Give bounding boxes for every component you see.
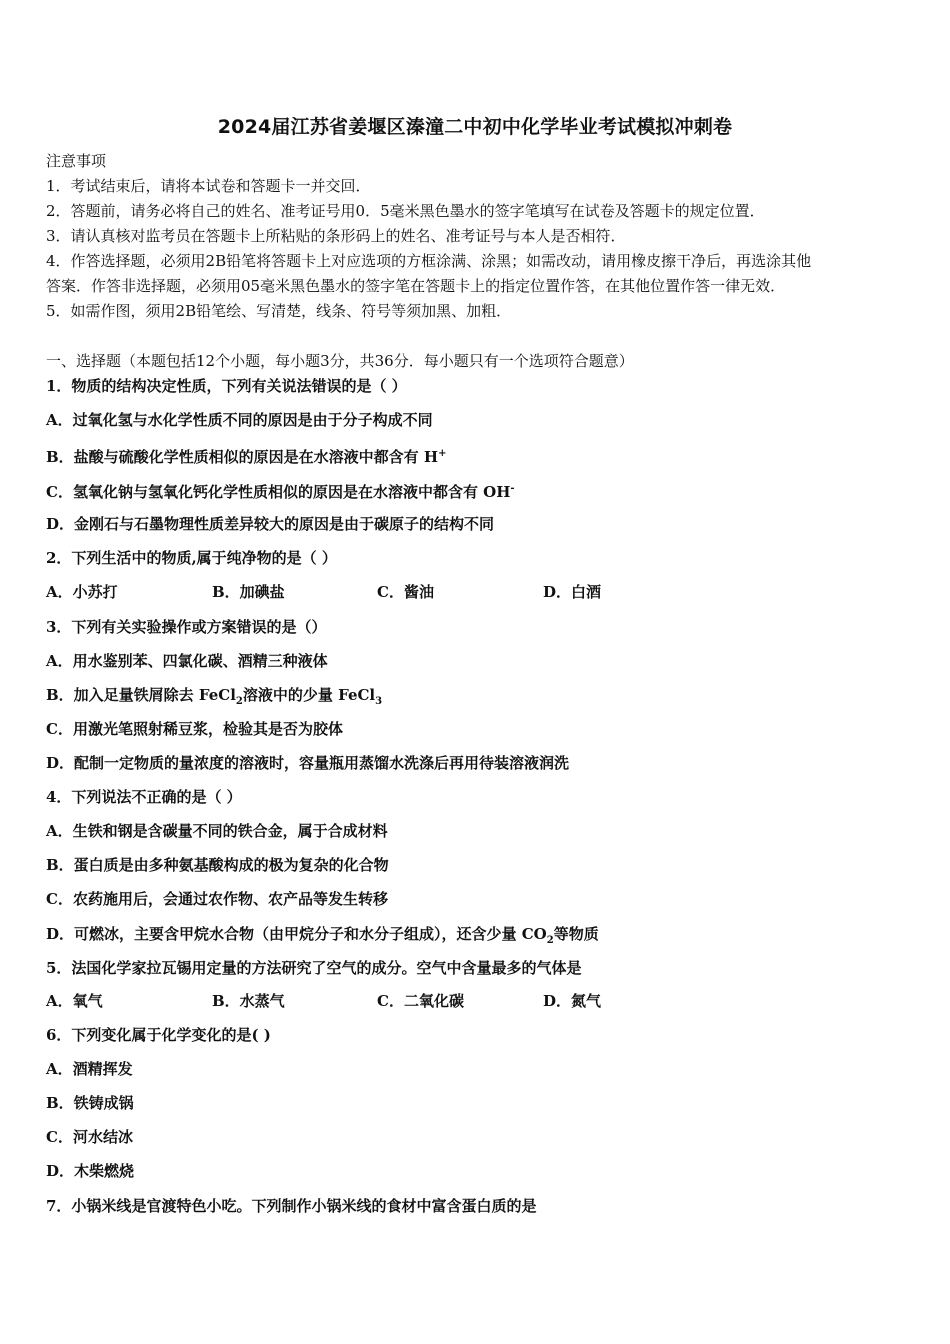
subscript: 3 [375, 696, 383, 707]
question-2-option-b: B．加碘盐 [212, 583, 285, 601]
question-1-option-c [46, 479, 515, 502]
question-6-option-c: C．河水结冰 [46, 1128, 133, 1146]
notice-item: 答案．作答非选择题，必须用05毫米黑色墨水的签字笔在答题卡上的指定位置作答，在其他位置作答一律无效． [46, 277, 786, 295]
question-3-option-d: D．配制一定物质的量浓度的溶液时，容量瓶用蒸馏水洗涤后再用待装溶液润洗 [46, 754, 570, 772]
question-3-option-b [46, 685, 382, 712]
option-text: 溶液中的少量 FeCl [242, 686, 376, 704]
notice-item: 2．答题前，请务必将自己的姓名、准考证号用0．5毫米黑色墨水的签字笔填写在试卷及答题卡的规定位置． [46, 202, 765, 220]
question-2-option-d: D．白酒 [543, 583, 602, 601]
question-6-option-a: A．酒精挥发 [46, 1060, 133, 1078]
question-7-stem: 7．小锅米线是官渡特色小吃。下列制作小锅米线的食材中富含蛋白质的是 [46, 1197, 537, 1215]
page-title: 2024届江苏省姜堰区溱潼二中初中化学毕业考试模拟冲刺卷 [217, 116, 733, 138]
question-1-option-d: D．金刚石与石墨物理性质差异较大的原因是由于碳原子的结构不同 [46, 515, 495, 533]
option-text: D．可燃冰，主要含甲烷水合物（由甲烷分子和水分子组成），还含少量 CO [46, 925, 547, 943]
question-5-stem: 5．法国化学家拉瓦锡用定量的方法研究了空气的成分。空气中含量最多的气体是 [46, 959, 582, 977]
superscript: + [438, 448, 447, 459]
option-text: B．加入足量铁屑除去 FeCl [46, 686, 236, 704]
option-text: C．氢氧化钠与氢氧化钙化学性质相似的原因是在水溶液中都含有 OH [46, 483, 511, 501]
subscript: 2 [235, 696, 243, 707]
question-2-option-a: A．小苏打 [46, 583, 118, 601]
question-4-option-d [46, 924, 599, 951]
question-6-option-b: B．铁铸成锅 [46, 1094, 134, 1112]
option-text: 等物质 [553, 925, 599, 943]
question-2-option-c: C．酱油 [377, 583, 434, 601]
notice-item: 3．请认真核对监考员在答题卡上所粘贴的条形码上的姓名、准考证号与本人是否相符． [46, 227, 626, 245]
superscript: - [510, 483, 515, 494]
question-5-option-d: D．氮气 [543, 992, 602, 1010]
question-6-stem: 6．下列变化属于化学变化的是( ) [46, 1026, 271, 1044]
notice-item: 1．考试结束后，请将本试卷和答题卡一并交回． [46, 177, 371, 195]
question-5-option-b: B．水蒸气 [212, 992, 285, 1010]
question-1-option-b [46, 444, 446, 467]
question-3-option-c: C．用激光笔照射稀豆浆，检验其是否为胶体 [46, 720, 343, 738]
question-4-option-a: A．生铁和钢是含碳量不同的铁合金，属于合成材料 [46, 822, 388, 840]
question-2-stem: 2．下列生活中的物质,属于纯净物的是（ ） [46, 549, 337, 567]
question-5-option-c: C．二氧化碳 [377, 992, 464, 1010]
question-5-option-a: A．氧气 [46, 992, 103, 1010]
question-3-stem: 3．下列有关实验操作或方案错误的是（） [46, 618, 327, 636]
question-4-stem: 4．下列说法不正确的是（ ） [46, 788, 242, 806]
question-4-option-c: C．农药施用后，会通过农作物、农产品等发生转移 [46, 890, 388, 908]
question-4-option-b: B．蛋白质是由多种氨基酸构成的极为复杂的化合物 [46, 856, 389, 874]
section-heading: 一、选择题（本题包括12个小题，每小题3分，共36分．每小题只有一个选项符合题意） [46, 352, 634, 370]
question-6-option-d: D．木柴燃烧 [46, 1162, 135, 1180]
question-1-stem: 1．物质的结构决定性质，下列有关说法错误的是（ ） [46, 377, 407, 395]
notice-item: 5．如需作图，须用2B铅笔绘、写清楚，线条、符号等须加黑、加粗． [46, 302, 512, 320]
notice-heading: 注意事项 [46, 152, 107, 170]
notice-item: 4．作答选择题，必须用2B铅笔将答题卡上对应选项的方框涂满、涂黑；如需改动，请用橡皮擦干净后，再选涂其他 [46, 252, 812, 270]
question-1-option-a: A．过氧化氢与水化学性质不同的原因是由于分子构成不同 [46, 411, 433, 429]
question-3-option-a: A．用水鉴别苯、四氯化碳、酒精三种液体 [46, 652, 328, 670]
subscript: 2 [546, 935, 554, 946]
option-text: B．盐酸与硫酸化学性质相似的原因是在水溶液中都含有 H [46, 448, 439, 466]
